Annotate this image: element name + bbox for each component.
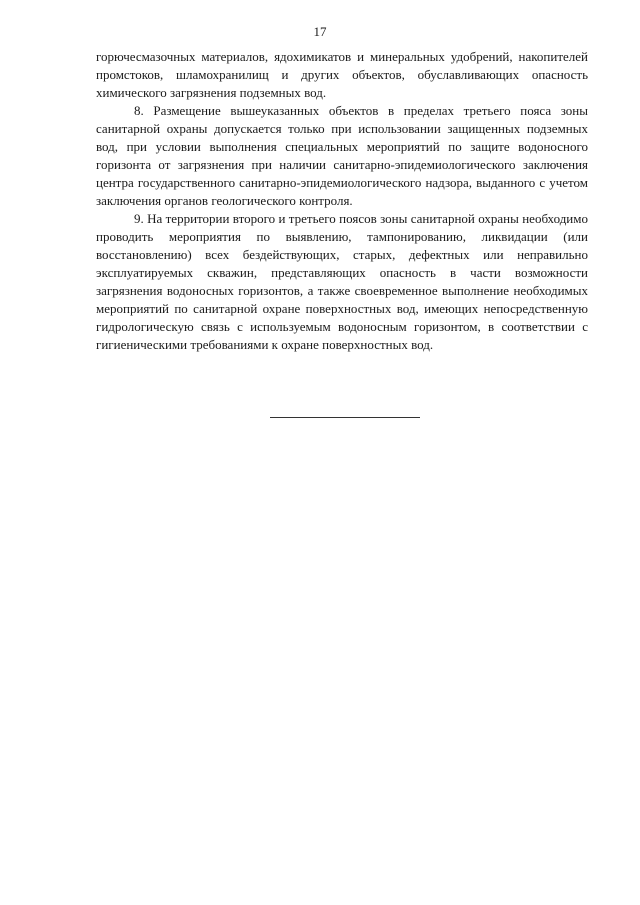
page-number: 17 (313, 24, 327, 39)
end-of-document-rule (270, 417, 420, 418)
paragraph-item-9: 9. На территории второго и третьего поясов зоны санитарной охраны необходимо проводить мероприятия по выявлению, тампонированию, ликвидации (или восстановлению) всех бездействующих, старых, дефектных или неправильно эксплуатируемых скважин, представляющих опасность в части возможности загрязнения водоносных горизонтов, а также своевременное выполнение необходимых мероприятий по санитарной охране поверхностных вод, имеющих непосредственную гидрологическую связь с используемым водоносным горизонтом, в соответствии с гигиеническими требованиями к охране поверхностных вод. (96, 211, 588, 352)
document-body (96, 48, 588, 354)
paragraph-continuation: горючесмазочных материалов, ядохимикатов и минеральных удобрений, накопителей промстоков, шламохранилищ и других объектов, обуславливающих опасность химического загрязнения подземных вод. (96, 49, 588, 100)
paragraph-item-8: 8. Размещение вышеуказанных объектов в пределах третьего пояса зоны санитарной охраны допускается только при использовании защищенных подземных вод, при условии выполнения специальных мероприятий по защите водоносного горизонта от загрязнения при наличии санитарно-эпидемиологического заключения центра государственного санитарно-эпидемиологического надзора, выданного с учетом заключения органов геологического контроля. (96, 103, 588, 208)
